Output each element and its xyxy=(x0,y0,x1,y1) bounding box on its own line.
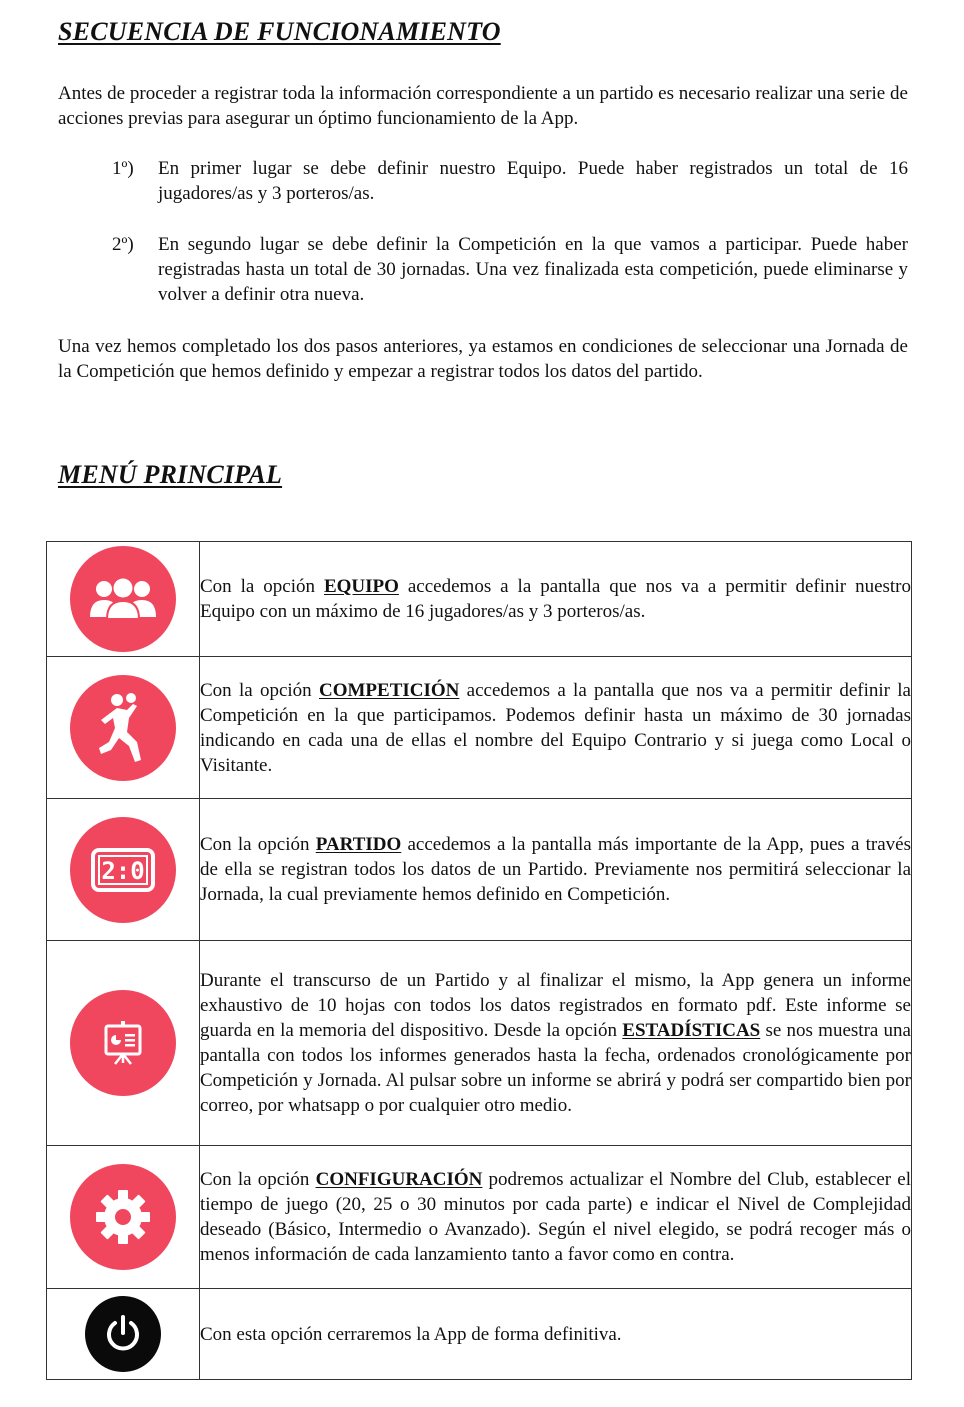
section-title-menu: MENÚ PRINCIPAL xyxy=(58,460,283,489)
menu-row-configuracion xyxy=(47,1146,912,1289)
step-text: En segundo lugar se debe definir la Competición en la que vamos a participar. Puede haber registradas hasta un total de 30 jornadas. Una vez finalizada esta competición, puede eliminarse y volver a definir otra nueva. xyxy=(158,234,908,305)
text-cell xyxy=(200,657,912,799)
menu-description: Durante el transcurso de un Partido y al finalizar el mismo, la App genera un informe exhaustivo de 10 hojas con todos los datos registrados en formato pdf. Este informe se guarda en la memoria del dispositivo. Desde la opción ESTADÍSTICAS se nos muestra una pantalla con todos los informes generados hasta la fecha, ordenados cronológicamente por Competición y Jornada. Al pulsar sobre un informe se abrirá y podrá ser compartido bien por correo, por whatsapp o por cualquier otro medio. xyxy=(200,970,911,1116)
menu-row-partido xyxy=(47,799,912,941)
icon-cell xyxy=(47,1289,200,1380)
scoreboard-score: 2:0 xyxy=(101,856,145,885)
menu-description: Con esta opción cerraremos la App de forma definitiva. xyxy=(200,1323,622,1345)
step-number: 2º) xyxy=(112,234,134,255)
presentation-icon xyxy=(70,990,176,1096)
icon-cell xyxy=(47,657,200,799)
text-cell xyxy=(200,542,912,657)
menu-description: Con la opción EQUIPO accedemos a la pantalla que nos va a permitir definir nuestro Equipo con un máximo de 16 jugadores/as y 3 porteros/as. xyxy=(200,576,911,622)
icon-cell xyxy=(47,1146,200,1289)
text-cell xyxy=(200,1289,912,1380)
menu-description: Con la opción CONFIGURACIÓN podremos actualizar el Nombre del Club, establecer el tiempo de juego (20, 25 o 30 minutos por cada parte) e indicar el Nivel de Complejidad deseado (Básico, Intermedio o Avanzado). Según el nivel elegido, se podrá recoger más o menos información de cada lanzamiento tanto a favor como en contra. xyxy=(200,1169,911,1265)
menu-keyword-estadisticas: ESTADÍSTICAS xyxy=(622,1020,761,1041)
intro-paragraph: Antes de proceder a registrar toda la información correspondiente a un partido es necesario realizar una serie de acciones previas para asegurar un óptimo funcionamiento de la App. xyxy=(58,83,908,129)
section-title-sequence: SECUENCIA DE FUNCIONAMIENTO xyxy=(58,17,501,46)
menu-keyword-equipo: EQUIPO xyxy=(323,576,399,597)
menu-description: Con la opción COMPETICIÓN accedemos a la pantalla que nos va a permitir definir la Competición en la que participamos. Podemos definir hasta un máximo de 30 jornadas indicando en cada una de ellas el nombre del Equipo Contrario y si juega como Local o Visitante. xyxy=(200,679,911,776)
menu-keyword-partido: PARTIDO xyxy=(315,834,402,855)
menu-description: Con la opción PARTIDO accedemos a la pantalla más importante de la App, pues a través de ella se registran todos los datos de un Partido. Previamente nos permitirá seleccionar la Jornada, la cual previamente hemos definido en Competición. xyxy=(200,834,911,905)
icon-cell xyxy=(47,941,200,1146)
closing-paragraph: Una vez hemos completado los dos pasos anteriores, ya estamos en condiciones de seleccionar una Jornada de la Competición que hemos definido y empezar a registrar todos los datos del partido. xyxy=(58,336,908,382)
menu-row-salir xyxy=(47,1289,912,1380)
icon-cell xyxy=(47,799,200,941)
text-cell xyxy=(200,799,912,941)
menu-keyword-configuracion: CONFIGURACIÓN xyxy=(315,1169,483,1190)
menu-row-competicion xyxy=(47,657,912,799)
step-number: 1º) xyxy=(112,158,134,179)
power-icon xyxy=(85,1296,161,1372)
player-icon xyxy=(70,675,176,781)
step-text: En primer lugar se debe definir nuestro Equipo. Puede haber registrados un total de 16 jugadores/as y 3 porteros/as. xyxy=(158,158,908,204)
menu-keyword-competicion: COMPETICIÓN xyxy=(318,679,460,701)
text-cell xyxy=(200,1146,912,1289)
step-1 xyxy=(112,156,908,206)
team-icon xyxy=(70,546,176,652)
scoreboard-icon xyxy=(70,817,176,923)
gear-icon xyxy=(70,1164,176,1270)
step-2 xyxy=(112,232,908,307)
menu-row-equipo xyxy=(47,542,912,657)
menu-table xyxy=(46,541,912,1380)
icon-cell xyxy=(47,542,200,657)
text-cell xyxy=(200,941,912,1146)
menu-row-estadisticas xyxy=(47,941,912,1146)
